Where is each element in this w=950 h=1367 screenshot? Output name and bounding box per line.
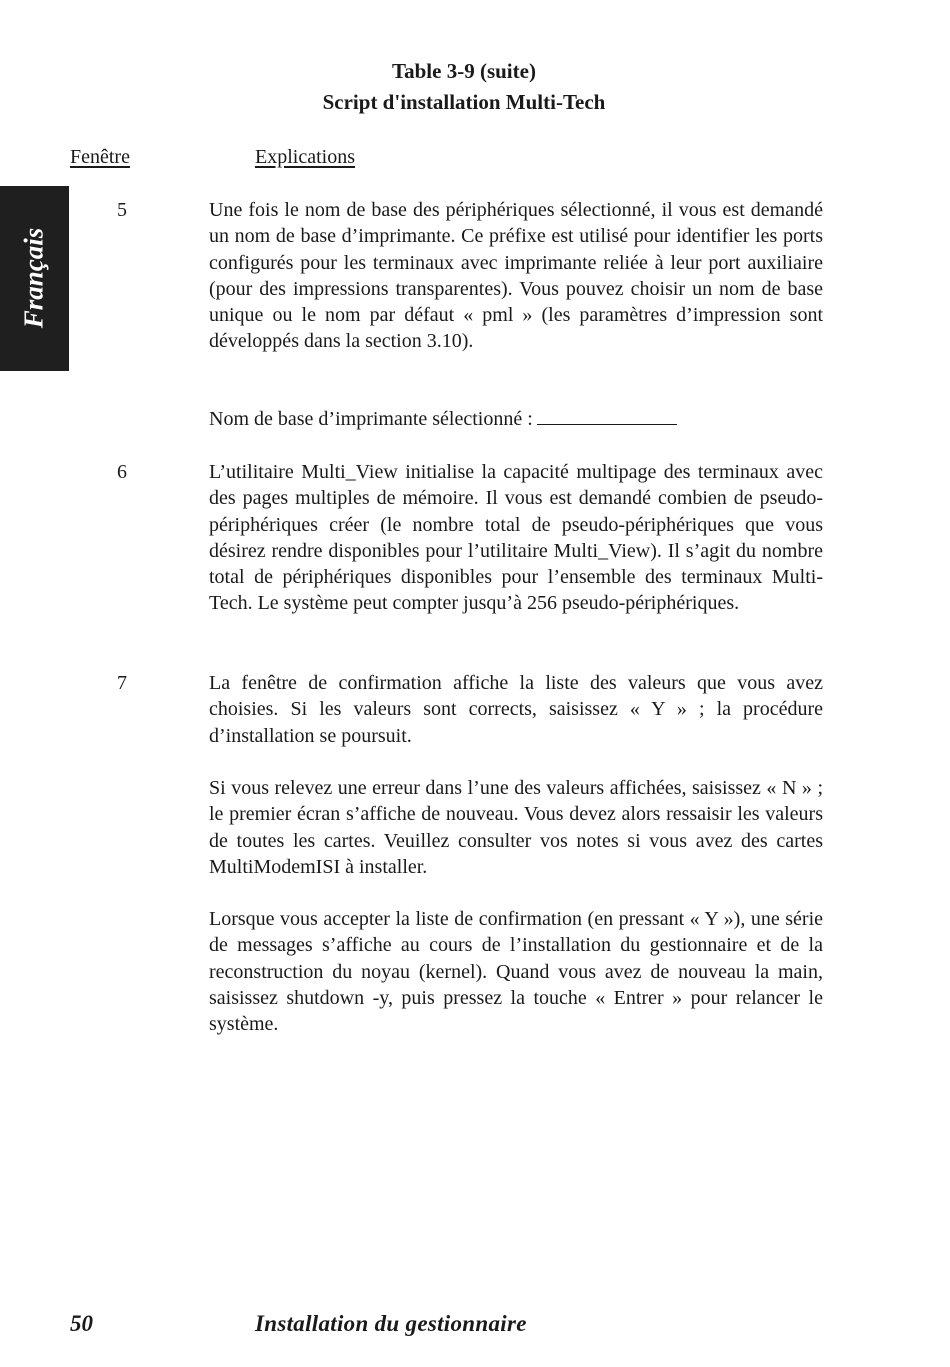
table-title: Table 3-9 (suite) [392,59,536,83]
printer-base-name-blank [537,406,677,425]
step-number-7: 7 [117,672,127,694]
column-header-window: Fenêtre [70,146,130,168]
step-7-paragraph-2: Si vous relevez une erreur dans l’une des valeurs affichées, saisissez « N » ; le premier écran s’affiche de nouveau. Vous devez alors ressaisir les valeurs de toutes les cartes. Veuillez consulter vos notes si vous avez des cartes MultiModemISI à installer. [209,777,823,878]
page-number: 50 [70,1311,93,1336]
step-number-5: 5 [117,199,127,221]
column-header-explanations: Explications [255,146,355,168]
language-side-tab-label: Français [18,227,49,329]
language-side-tab [0,186,69,371]
step-7-paragraph-1: La fenêtre de confirmation affiche la liste des valeurs que vous avez choisies. Si les valeurs sont corrects, saisissez « Y » ; la procédure d’installation se poursuit. [209,672,823,747]
table-subtitle: Script d'installation Multi-Tech [322,90,606,114]
step-6-paragraph-1: L’utilitaire Multi_View initialise la capacité multipage des terminaux avec des pages multiples de mémoire. Il vous est demandé combien de pseudo-périphériques créer (le nombre total de pseudo-périphériques que vous désirez rendre disponibles pour l’utilitaire Multi_View). Il s’agit du nombre total de périphériques disponibles pour l’ensemble des terminaux Multi-Tech. Le système peut compter jusqu’à 256 pseudo-périphériques. [209,461,823,615]
printer-base-name-label: Nom de base d’imprimante sélectionné : [209,408,533,430]
step-number-6: 6 [117,461,127,483]
table-title-block [0,56,928,118]
step-5-printer-name-line [209,406,823,432]
step-5-paragraph-1: Une fois le nom de base des périphériques sélectionné, il vous est demandé un nom de base d’imprimante. Ce préfixe est utilisé pour identifier les ports configurés pour les terminaux avec imprimante reliée à leur port auxiliaire (pour des impressions transparentes). Vous pouvez choisir un nom de base unique ou le nom par défaut « pml » (les paramètres d’impression sont développés dans la section 3.10). [209,199,823,353]
step-7-paragraph-3: Lorsque vous accepter la liste de confirmation (en pressant « Y »), une série de messages s’affiche au cours de l’installation du gestionnaire et de la reconstruction du noyau (kernel). Quand vous avez de nouveau la main, saisissez shutdown -y, puis pressez la touche « Entrer » pour relancer le système. [209,908,823,1036]
footer-section-title: Installation du gestionnaire [255,1311,527,1336]
